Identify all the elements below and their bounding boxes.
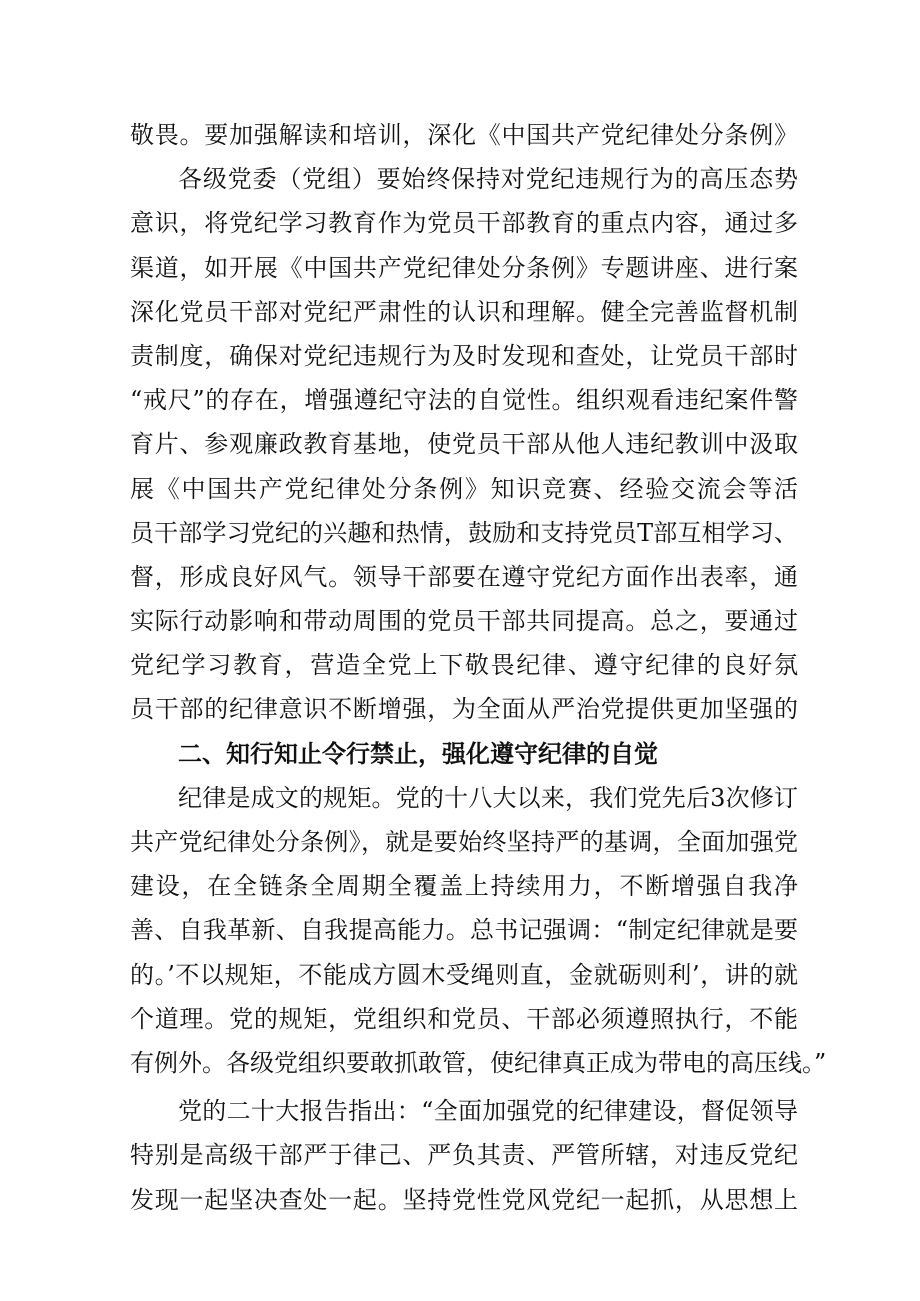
paragraph-line: 员干部的纪律意识不断增强，为全面从严治党提供更加坚强的 [130,695,798,724]
paragraph-line: 特别是高级干部严于律己、严负其责、严管所辖，对违反党纪 [130,1141,798,1170]
paragraph-line: 督，形成良好风气。领导干部要在遵守党纪方面作出表率，通 [130,562,798,591]
paragraph-line: 发现一起坚决查处一起。坚持党性党风党纪一起抓，从思想上 [130,1185,798,1214]
document-body [130,113,827,1222]
paragraph-line: 共产党纪律处分条例》，就是要始终坚持严的基调，全面加强党 [130,828,798,856]
paragraph-line: 渠道，如开展《中国共产党纪律处分条例》专题讲座、进行案 [130,253,798,282]
paragraph-line: 各级党委（党组）要始终保持对党纪违规行为的高压态势 [178,165,798,194]
paragraph-line: 深化党员干部对党纪严肃性的认识和理解。健全完善监督机制 [130,297,798,326]
paragraph-line: 个道理。党的规矩，党组织和党员、干部必须遵照执行，不能 [130,1004,798,1033]
paragraph-4 [130,1089,798,1222]
paragraph-line: 党的二十大报告指出：“全面加强党的纪律建设，督促领导 [178,1097,798,1126]
paragraph-line: 敬畏。要加强解读和培训，深化《中国共产党纪律处分条例》 [130,121,798,149]
paragraph-line: 责制度，确保对党纪违规行为及时发现和查处，让党员干部时 [130,341,798,370]
paragraph-line: 党纪学习教育，营造全党上下敬畏纪律、遵守纪律的良好氛 [130,651,798,680]
paragraph-line: 育片、参观廉政教育基地，使党员干部从他人违纪教训中汲取 [130,430,798,459]
paragraph-line: “戒尺”的存在，增强遵纪守法的自觉性。组织观看违纪案件警 [130,386,798,415]
paragraph-3 [130,776,827,1085]
paragraph-line: 实际行动影响和带动周围的党员干部共同提高。总之，要通过 [130,607,798,636]
paragraph-1 [130,113,798,157]
paragraph-line: 纪律是成文的规矩。党的十八大以来，我们党先后3次修订 [178,783,798,812]
paragraph-line: 展《中国共产党纪律处分条例》知识竞赛、经验交流会等活 [130,474,798,503]
paragraph-line: 意识，将党纪学习教育作为党员干部教育的重点内容，通过多 [130,209,798,238]
section-heading: 二、知行知止令行禁止，强化遵守纪律的自觉 [178,739,658,768]
paragraph-line: 有例外。各级党组织要敢抓敢管，使纪律真正成为带电的高压线。” [130,1048,827,1077]
paragraph-line: 建设，在全链条全周期全覆盖上持续用力，不断增强自我净 [130,872,798,901]
paragraph-2 [130,157,798,731]
paragraph-line: 员干部学习党纪的兴趣和热情，鼓励和支持党员T部互相学习、 [130,518,798,547]
paragraph-line: 善、自我革新、自我提高能力。总书记强调：“制定纪律就是要 [130,916,798,945]
paragraph-line: 的。’不以规矩，不能成方圆木受绳则直，金就砺则利’，讲的就 [130,960,798,989]
